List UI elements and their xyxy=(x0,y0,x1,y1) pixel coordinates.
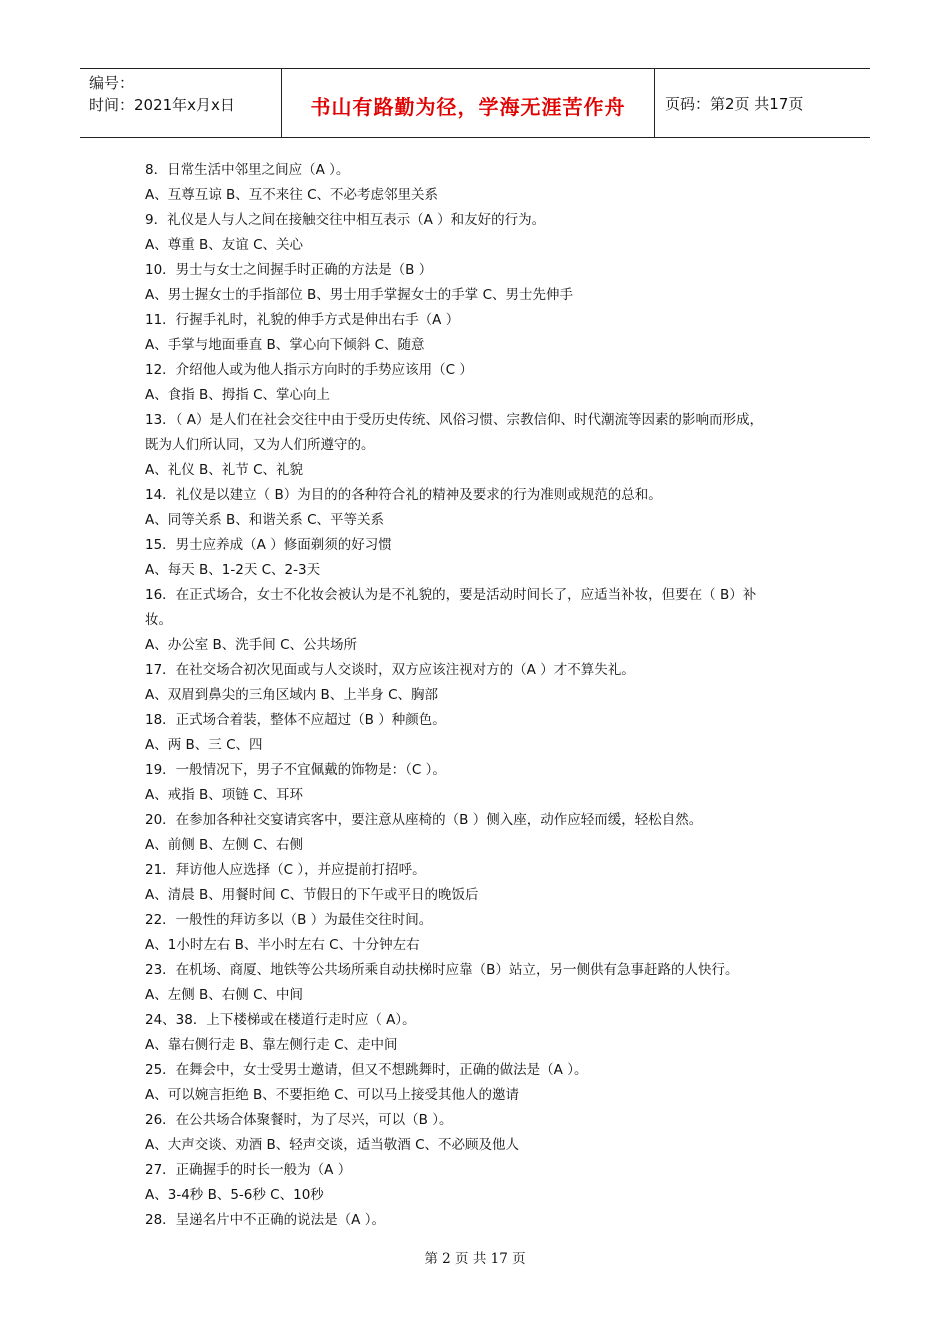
question-9-options: A、尊重 B、友谊 C、关心 xyxy=(145,237,304,253)
question-28: 28．呈递名片中不正确的说法是（A ）。 xyxy=(145,1212,385,1228)
question-24-options: A、靠右侧行走 B、靠左侧行走 C、走中间 xyxy=(145,1037,398,1053)
document-number-label: 编号： xyxy=(89,74,135,92)
question-15-options: A、每天 B、1-2天 C、2-3天 xyxy=(145,562,321,578)
page-footer: 第 2 页 共 17 页 xyxy=(424,1251,526,1267)
question-27: 27．正确握手的时长一般为（A ） xyxy=(145,1162,352,1178)
question-8-options: A、互尊互谅 B、互不来往 C、不必考虑邻里关系 xyxy=(145,187,439,203)
question-25: 25．在舞会中，女士受男士邀请，但又不想跳舞时，正确的做法是（A ）。 xyxy=(145,1062,588,1078)
question-12: 12．介绍他人或为他人指示方向时的手势应该用（C ） xyxy=(145,362,473,378)
question-9: 9．礼仪是人与人之间在接触交往中相互表示（A ）和友好的行为。 xyxy=(145,212,546,228)
question-21: 21．拜访他人应选择（C ），并应提前打招呼。 xyxy=(145,862,426,878)
question-26: 26．在公共场合体聚餐时，为了尽兴，可以（B ）。 xyxy=(145,1112,453,1128)
question-14-options: A、同等关系 B、和谐关系 C、平等关系 xyxy=(145,512,385,528)
header-meta xyxy=(80,69,282,137)
question-16-continued: 妆。 xyxy=(145,612,172,628)
question-19-options: A、戒指 B、项链 C、耳环 xyxy=(145,787,304,803)
question-18-options: A、两 B、三 C、四 xyxy=(145,737,263,753)
question-15: 15．男士应养成（A ）修面剃须的好习惯 xyxy=(145,537,392,553)
question-23-options: A、左侧 B、右侧 C、中间 xyxy=(145,987,304,1003)
question-13-continued: 既为人们所认同，又为人们所遵守的。 xyxy=(145,437,375,453)
question-11-options: A、手掌与地面垂直 B、掌心向下倾斜 C、随意 xyxy=(145,337,425,353)
question-8: 8．日常生活中邻里之间应（A ）。 xyxy=(145,162,350,178)
question-16: 16．在正式场合，女士不化妆会被认为是不礼貌的，要是活动时间长了，应适当补妆，但要在（ B）补 xyxy=(145,587,757,603)
header-motto: 书山有路勤为径，学海无涯苦作舟 xyxy=(310,95,626,119)
question-13-options: A、礼仪 B、礼节 C、礼貌 xyxy=(145,462,304,478)
question-11: 11．行握手礼时，礼貌的伸手方式是伸出右手（A ） xyxy=(145,312,460,328)
question-17: 17．在社交场合初次见面或与人交谈时，双方应该注视对方的（A ）才不算失礼。 xyxy=(145,662,635,678)
header-motto-cell xyxy=(282,69,655,137)
question-23: 23．在机场、商厦、地铁等公共场所乘自动扶梯时应靠（B）站立，另一侧供有急事赶路的人快行。 xyxy=(145,962,739,978)
question-24: 24、38．上下楼梯或在楼道行走时应（ A）。 xyxy=(145,1012,416,1028)
question-10-options: A、男士握女士的手指部位 B、男士用手掌握女士的手掌 C、男士先伸手 xyxy=(145,287,574,303)
question-14: 14．礼仪是以建立（ B）为目的的各种符合礼的精神及要求的行为准则或规范的总和。 xyxy=(145,487,662,503)
question-25-options: A、可以婉言拒绝 B、不要拒绝 C、可以马上接受其他人的邀请 xyxy=(145,1087,520,1103)
header-page-code: 页码：第2页 共17页 xyxy=(665,95,804,113)
question-16-options: A、办公室 B、洗手间 C、公共场所 xyxy=(145,637,358,653)
question-26-options: A、大声交谈、劝酒 B、轻声交谈，适当敬酒 C、不必顾及他人 xyxy=(145,1137,520,1153)
question-13: 13．（ A）是人们在社会交往中由于受历史传统、风俗习惯、宗教信仰、时代潮流等因素的影响而形成， xyxy=(145,412,763,428)
question-19: 19．一般情况下，男子不宜佩戴的饰物是：（C ）。 xyxy=(145,762,446,778)
question-18: 18．正式场合着装，整体不应超过（B ）种颜色。 xyxy=(145,712,446,728)
question-17-options: A、双眉到鼻尖的三角区域内 B、上半身 C、胸部 xyxy=(145,687,439,703)
question-12-options: A、食指 B、拇指 C、掌心向上 xyxy=(145,387,331,403)
question-20: 20．在参加各种社交宴请宾客中，要注意从座椅的（B ）侧入座，动作应轻而缓，轻松自然。 xyxy=(145,812,703,828)
document-time-label: 时间：2021年x月x日 xyxy=(89,96,235,114)
question-22: 22．一般性的拜访多以（B ）为最佳交往时间。 xyxy=(145,912,433,928)
question-list xyxy=(145,158,810,1233)
question-21-options: A、清晨 B、用餐时间 C、节假日的下午或平日的晚饭后 xyxy=(145,887,479,903)
document-header xyxy=(80,68,870,138)
question-22-options: A、1小时左右 B、半小时左右 C、十分钟左右 xyxy=(145,937,420,953)
question-20-options: A、前侧 B、左侧 C、右侧 xyxy=(145,837,304,853)
question-27-options: A、3-4秒 B、5-6秒 C、10秒 xyxy=(145,1187,324,1203)
question-10: 10．男士与女士之间握手时正确的方法是（B ） xyxy=(145,262,433,278)
